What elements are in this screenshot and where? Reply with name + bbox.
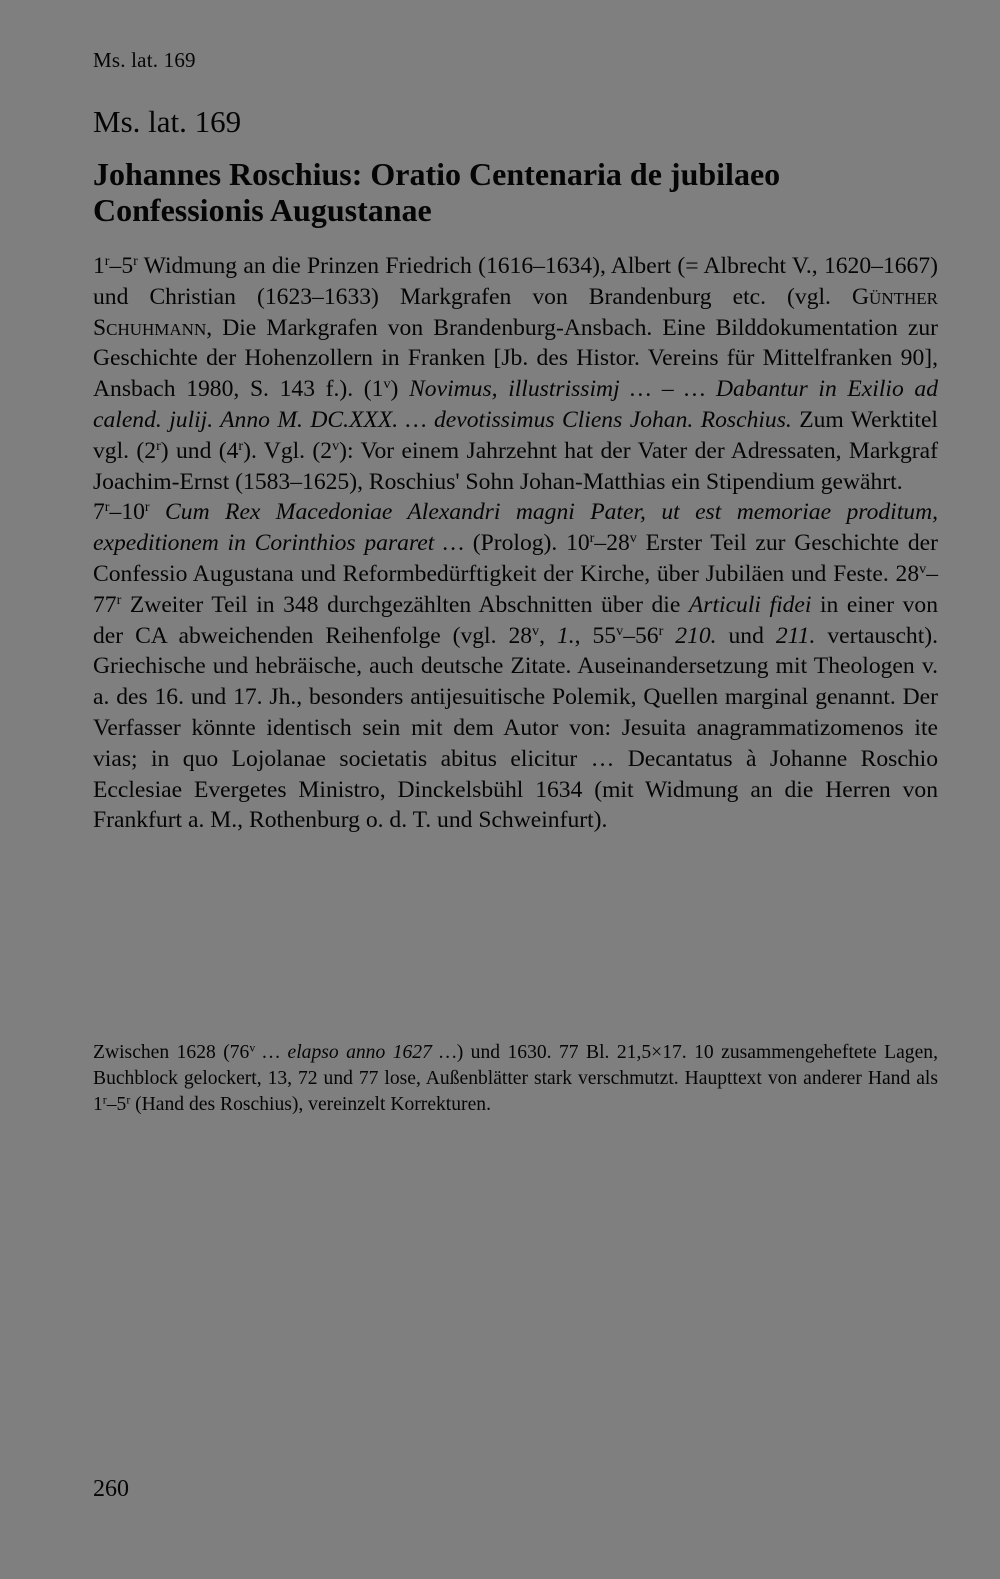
section-number: 211.	[775, 622, 816, 649]
text-run: )	[390, 376, 410, 403]
entry-shelfmark: Ms. lat. 169	[93, 104, 242, 139]
folio-side: r	[144, 499, 150, 516]
text-run: –77	[93, 560, 938, 618]
text-run: –56	[623, 622, 659, 649]
text-run: 7	[93, 499, 105, 526]
folio-side: v	[532, 622, 540, 639]
text-run: Zweiter Teil in 348 durchgezählten Abschnitten über die	[121, 591, 689, 618]
text-run: vertauscht). Griechische und hebräische, auch deutsche Zitate. Auseinandersetzung mit Theologen v. a. des 16. und 17. Jh., besonders antijesuitische Polemik, Quellen marginal genannt. Der Verfasser könnte identisch sein mit dem Autor von: Jesuita anagrammatizomenos ite vias; in quo Lojolanae societatis abitus elicitur … Decantatus à Johanne Roschio Ecclesiae Evergetes Ministro, Dinckelsbühl 1634 (mit Widmung an die Herren von Frankfurt a. M., Rothenburg o. d. T. und Schweinfurt).	[93, 622, 939, 834]
folio-side: r	[589, 530, 595, 547]
folio-side: r	[102, 1093, 107, 1107]
folio-side: r	[238, 438, 244, 454]
text-run: , 55	[574, 622, 617, 649]
folio-side: r	[658, 622, 664, 639]
text-run: ,	[539, 622, 557, 649]
page-number: 260	[93, 1476, 129, 1502]
latin-quotation: Cum Rex Macedoniae Alexandri magni Pater, ut est memoriae proditum, expeditionem in Corinthios pararet …	[93, 499, 939, 557]
folio-side: r	[156, 438, 161, 454]
footnote-paragraph	[93, 1040, 938, 1118]
folio-side: v	[629, 530, 637, 547]
folio-side: v	[249, 1041, 256, 1055]
folio-side: r	[104, 253, 110, 270]
running-head: Ms. lat. 169	[93, 48, 196, 72]
folio-side: v	[919, 561, 927, 578]
text-run: –28	[594, 530, 630, 557]
entry-description	[93, 251, 938, 836]
manuscript-catalog-page	[93, 0, 938, 1579]
text-run: und	[716, 622, 776, 649]
text-run	[255, 1042, 262, 1063]
text-run: ) und (4	[160, 437, 239, 464]
text-run: –5	[109, 253, 134, 279]
paragraph-content	[93, 497, 938, 836]
section-number: 1.	[556, 622, 575, 649]
folio-side: v	[616, 622, 624, 639]
latin-quotation: Novimus, illustrissimj … – … Dabantur in Exilio ad calend. julij. Anno M. DC.XXX. … devotissimus Cliens Johan. Roschius.	[93, 376, 938, 433]
text-run: Widmung an die Prinzen Friedrich (1616–1634), Albert (= Albrecht V., 1620–1667) und Christian (1623–1633) Markgrafen von Brandenburg etc. (vgl.	[93, 253, 938, 310]
text-run: in einer von der CA abweichenden Reihenfolge (vgl. 28	[93, 591, 939, 649]
paragraph-dedication	[93, 251, 938, 497]
folio-side: r	[126, 1093, 131, 1107]
text-run: Erster Teil zur Geschichte der Confessio Augustana und Reformbedürftigkeit der Kirche, über Jubiläen und Feste. 28	[93, 530, 938, 587]
text-run: ): Vor einem Jahrzehnt hat der Vater der Adressaten, Markgraf Joachim-Ernst (1583–1625), Roschius' Sohn Johan-Matthias ein Stipendium gewährt.	[93, 437, 938, 495]
physical-description	[93, 1040, 938, 1118]
folio-side: v	[383, 376, 391, 393]
text-run	[150, 499, 165, 525]
folio-side: r	[133, 253, 138, 270]
text-run: ). Vgl. (2	[243, 437, 333, 464]
entry-title: Johannes Roschius: Oratio Centenaria de jubilaeo Confessionis Augustanae	[93, 156, 781, 228]
latin-quotation: … elapso anno 1627 …	[262, 1042, 457, 1063]
text-run	[663, 623, 675, 649]
text-run: (Prolog). 10	[464, 530, 590, 557]
text-run: –10	[109, 499, 145, 526]
text-run: (Hand des Roschius), vereinzelt Korrekturen.	[130, 1094, 491, 1115]
folio-side: r	[104, 499, 110, 516]
section-number: 210.	[675, 622, 717, 649]
text-run: Zwischen 1628 (76	[93, 1042, 250, 1063]
text-run: Zum Werktitel vgl. (2	[93, 406, 938, 464]
text-run: , Die Markgrafen von Brandenburg-Ansbach. Eine Bilddokumentation zur Geschichte der Hohenzollern in Franken [Jb. des Histor. Vereins für Mittelfranken 90], Ansbach 1980, S. 143 f.). (1	[93, 314, 938, 403]
author-name-smallcaps: Günther Schuhmann	[93, 283, 938, 341]
latin-term: Articuli fidei	[688, 591, 812, 618]
text-run: ) und 1630. 77 Bl. 21,5×17. 10 zusammengeheftete Lagen, Buchblock gelockert, 13, 72 und 77 lose, Außenblätter stark verschmutzt. Haupttext von anderer Hand als 1	[93, 1042, 938, 1115]
folio-side: r	[116, 591, 122, 608]
text-run: 1	[93, 253, 105, 279]
text-run: –5	[106, 1094, 127, 1115]
folio-side: v	[332, 438, 340, 454]
